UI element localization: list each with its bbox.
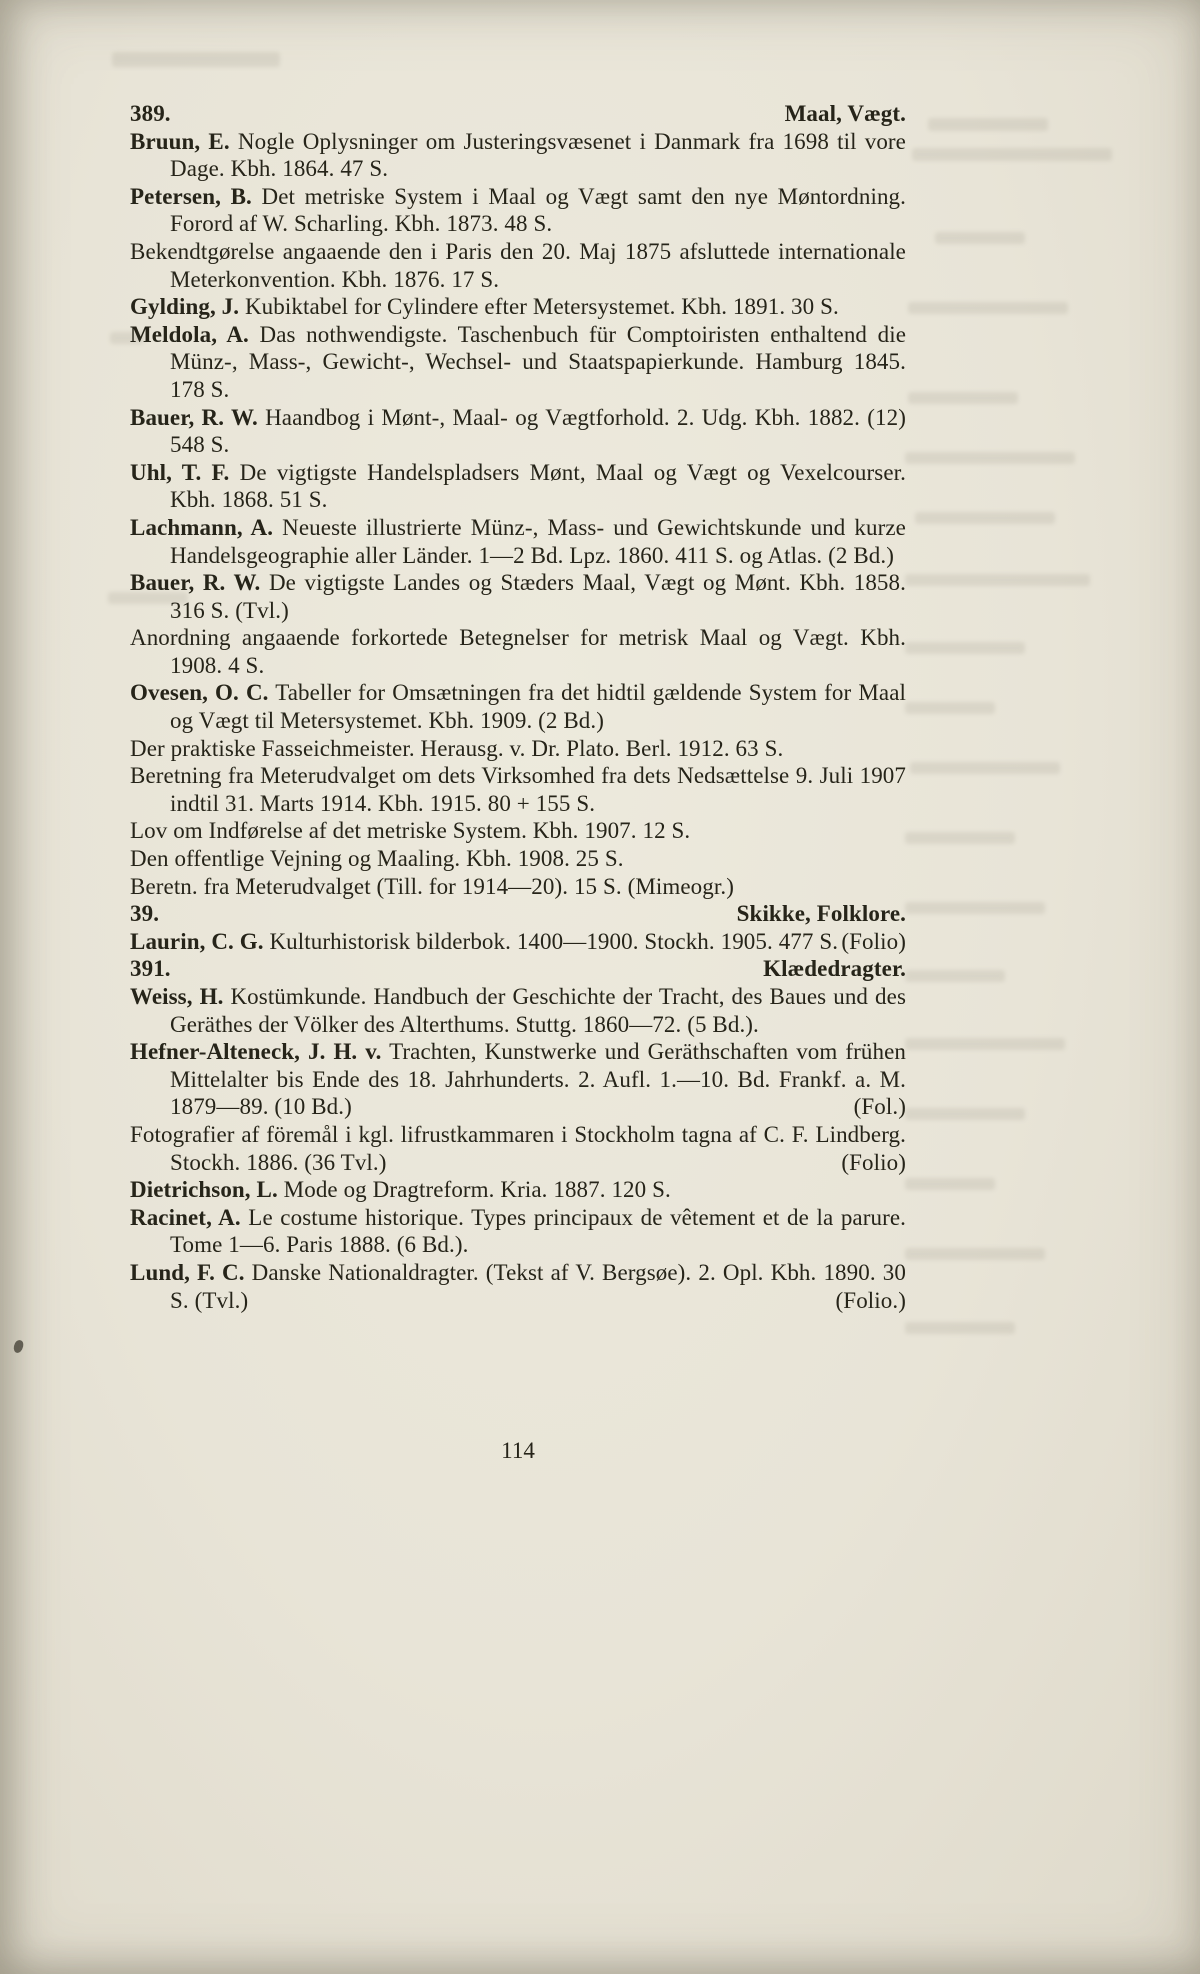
bleed-mark xyxy=(908,392,1018,404)
entry-author: Ovesen, O. C. xyxy=(130,680,269,706)
bibliography-entry xyxy=(130,459,906,514)
bibliography-entry xyxy=(130,569,906,624)
entry-format-note: (Folio) xyxy=(841,928,906,954)
section-header xyxy=(130,100,906,128)
bibliography-entry xyxy=(130,404,906,459)
section-number: 39. xyxy=(130,901,160,927)
bibliography-entry xyxy=(130,321,906,404)
bleed-mark xyxy=(905,702,995,714)
entry-text: Lov om Indførelse af det metriske System. Kbh. 1907. 12 S. xyxy=(130,818,691,844)
section-title: Skikke, Folklore. xyxy=(736,901,906,927)
bibliography-entry xyxy=(130,1038,906,1121)
bleed-mark xyxy=(905,1108,1025,1120)
bibliography-entry xyxy=(130,514,906,569)
bibliography-entry xyxy=(130,735,906,763)
bleed-mark xyxy=(905,574,1090,586)
entry-author: Hefner-Alteneck, J. H. v. xyxy=(130,1039,382,1065)
entry-text: Kulturhistorisk bilderbok. 1400—1900. Stockh. 1905. 477 S. xyxy=(269,928,839,954)
entry-author: Bruun, E. xyxy=(130,128,230,154)
ink-speck xyxy=(13,1339,25,1354)
bleed-mark xyxy=(912,148,1112,161)
entry-format-note: (Fol.) xyxy=(853,1094,906,1120)
entry-text: Det metriske System i Maal og Vægt samt den nye Møntordning. Forord af W. Scharling. Kbh. 1873. 48 S. xyxy=(170,183,906,237)
entry-author: Bauer, R. W. xyxy=(130,570,261,596)
entry-text: Kubiktabel for Cylindere efter Metersystemet. Kbh. 1891. 30 S. xyxy=(244,294,839,320)
entry-text: Den offentlige Vejning og Maaling. Kbh. 1908. 25 S. xyxy=(130,846,624,872)
entry-text: Tabeller for Omsætningen fra det hidtil gældende System for Maal og Vægt til Metersystemet. Kbh. 1909. (2 Bd.) xyxy=(170,680,906,734)
entry-author: Lund, F. C. xyxy=(130,1259,245,1285)
bibliography-entry xyxy=(130,817,906,845)
bibliography-entry xyxy=(130,293,906,321)
bibliography-entry xyxy=(130,1259,906,1314)
entry-text: Fotografier af föremål i kgl. lifrustkammaren i Stockholm tagna af C. F. Lindberg. Stockh. 1886. (36 Tvl.) xyxy=(130,1121,906,1175)
section-number: 389. xyxy=(130,101,171,126)
entry-author: Laurin, C. G. xyxy=(130,928,264,954)
bibliography-entry xyxy=(130,845,906,873)
bleed-mark xyxy=(905,970,1005,982)
bleed-mark xyxy=(905,1178,995,1190)
bleed-mark xyxy=(905,832,1015,844)
entry-author: Dietrichson, L. xyxy=(130,1177,278,1203)
entry-author: Uhl, T. F. xyxy=(130,459,230,485)
entry-text: Trachten, Kunstwerke und Geräthschaften vom frühen Mittelalter bis Ende des 18. Jahrhunderts. 2. Aufl. 1.—10. Bd. Frankf. a. M. 1879—89. (10 Bd.) xyxy=(170,1039,907,1120)
entry-text: De vigtigste Landes og Stæders Maal, Vægt og Mønt. Kbh. 1858. 316 S. (Tvl.) xyxy=(170,570,906,623)
entry-format-note: (Folio.) xyxy=(835,1287,906,1313)
bleed-mark xyxy=(905,902,1045,914)
entry-text: Haandbog i Mønt-, Maal- og Vægtforhold. 2. Udg. Kbh. 1882. (12) 548 S. xyxy=(170,404,906,458)
entry-text: Le costume historique. Types principaux de vêtement et de la parure. Tome 1—6. Paris 1888. (6 Bd.). xyxy=(170,1204,907,1258)
bibliography-entry xyxy=(130,183,906,238)
entry-text: Danske Nationaldragter. (Tekst af V. Bergsøe). 2. Opl. Kbh. 1890. 30 S. (Tvl.) xyxy=(170,1259,906,1313)
section-title: Klædedragter. xyxy=(763,956,906,982)
bleed-mark xyxy=(905,1248,1045,1260)
entry-text: Das nothwendigste. Taschenbuch für Comptoiristen enthaltend die Münz-, Mass-, Gewicht-, Wechsel- und Staatspapierkunde. Hamburg 1845. 178 S. xyxy=(170,321,907,402)
page-number: 114 xyxy=(501,1438,535,1463)
bleed-mark xyxy=(905,452,1075,464)
entry-text: Bekendtgørelse angaaende den i Paris den 20. Maj 1875 afsluttede internationale Meterkonvention. Kbh. 1876. 17 S. xyxy=(130,238,906,292)
entry-text: Beretn. fra Meterudvalget (Till. for 1914—20). 15 S. (Mimeogr.) xyxy=(130,873,734,899)
entry-text: Mode og Dragtreform. Kria. 1887. 120 S. xyxy=(283,1177,671,1203)
section-header xyxy=(130,955,906,983)
entry-text: Anordning angaaende forkortede Betegnelser for metrisk Maal og Vægt. Kbh. 1908. 4 S. xyxy=(130,625,906,678)
bleed-mark xyxy=(915,512,1055,524)
entry-text: Neueste illustrierte Münz-, Mass- und Gewichtskunde und kurze Handelsgeographie aller Länder. 1—2 Bd. Lpz. 1860. 411 S. og Atlas. (2 Bd.) xyxy=(170,514,906,568)
entry-author: Meldola, A. xyxy=(130,321,249,347)
bleed-mark xyxy=(928,118,1048,131)
entry-author: Petersen, B. xyxy=(130,183,252,209)
entry-text: Beretning fra Meterudvalget om dets Virksomhed fra dets Nedsættelse 9. Juli 1907 indtil 31. Marts 1914. Kbh. 1915. 80 + 155 S. xyxy=(130,763,906,816)
bleed-mark xyxy=(905,642,1025,654)
bleed-mark xyxy=(112,52,280,67)
bibliography-entry xyxy=(130,679,906,734)
bleed-mark xyxy=(905,1038,1065,1050)
bibliography-entry xyxy=(130,928,906,956)
bibliography-entry xyxy=(130,762,906,817)
bibliography-entry xyxy=(130,238,906,293)
bleed-mark xyxy=(935,232,1025,244)
entry-text: Kostümkunde. Handbuch der Geschichte der Tracht, des Baues und des Geräthes der Völker des Alterthums. Stuttg. 1860—72. (5 Bd.). xyxy=(170,984,907,1037)
entry-author: Racinet, A. xyxy=(130,1204,241,1230)
entry-author: Lachmann, A. xyxy=(130,514,274,540)
bibliography-entry xyxy=(130,1121,906,1176)
entry-author: Weiss, H. xyxy=(130,984,224,1009)
bleed-mark xyxy=(905,1322,1015,1334)
entry-text: Nogle Oplysninger om Justeringsvæsenet i Danmark fra 1698 til vore Dage. Kbh. 1864. 47 S. xyxy=(170,128,906,182)
bibliography-entry xyxy=(130,873,906,901)
bibliography-entry xyxy=(130,983,906,1038)
bibliography-entry xyxy=(130,1176,906,1204)
bibliography-entry xyxy=(130,1204,906,1259)
section-header xyxy=(130,900,906,928)
bibliography-entry xyxy=(130,128,906,183)
entry-author: Bauer, R. W. xyxy=(130,404,258,430)
bleed-mark xyxy=(908,302,1068,314)
bibliography-entry xyxy=(130,624,906,679)
entry-text: Der praktiske Fasseichmeister. Herausg. v. Dr. Plato. Berl. 1912. 63 S. xyxy=(130,735,784,761)
bibliography-text-block xyxy=(130,100,906,1314)
entry-author: Gylding, J. xyxy=(130,294,240,320)
section-title: Maal, Vægt. xyxy=(784,101,906,126)
entry-format-note: (Folio) xyxy=(841,1149,906,1175)
section-number: 391. xyxy=(130,956,171,982)
bleed-mark xyxy=(910,762,1060,774)
entry-text: De vigtigste Handelspladsers Mønt, Maal og Vægt og Vexelcourser. Kbh. 1868. 51 S. xyxy=(170,459,906,513)
